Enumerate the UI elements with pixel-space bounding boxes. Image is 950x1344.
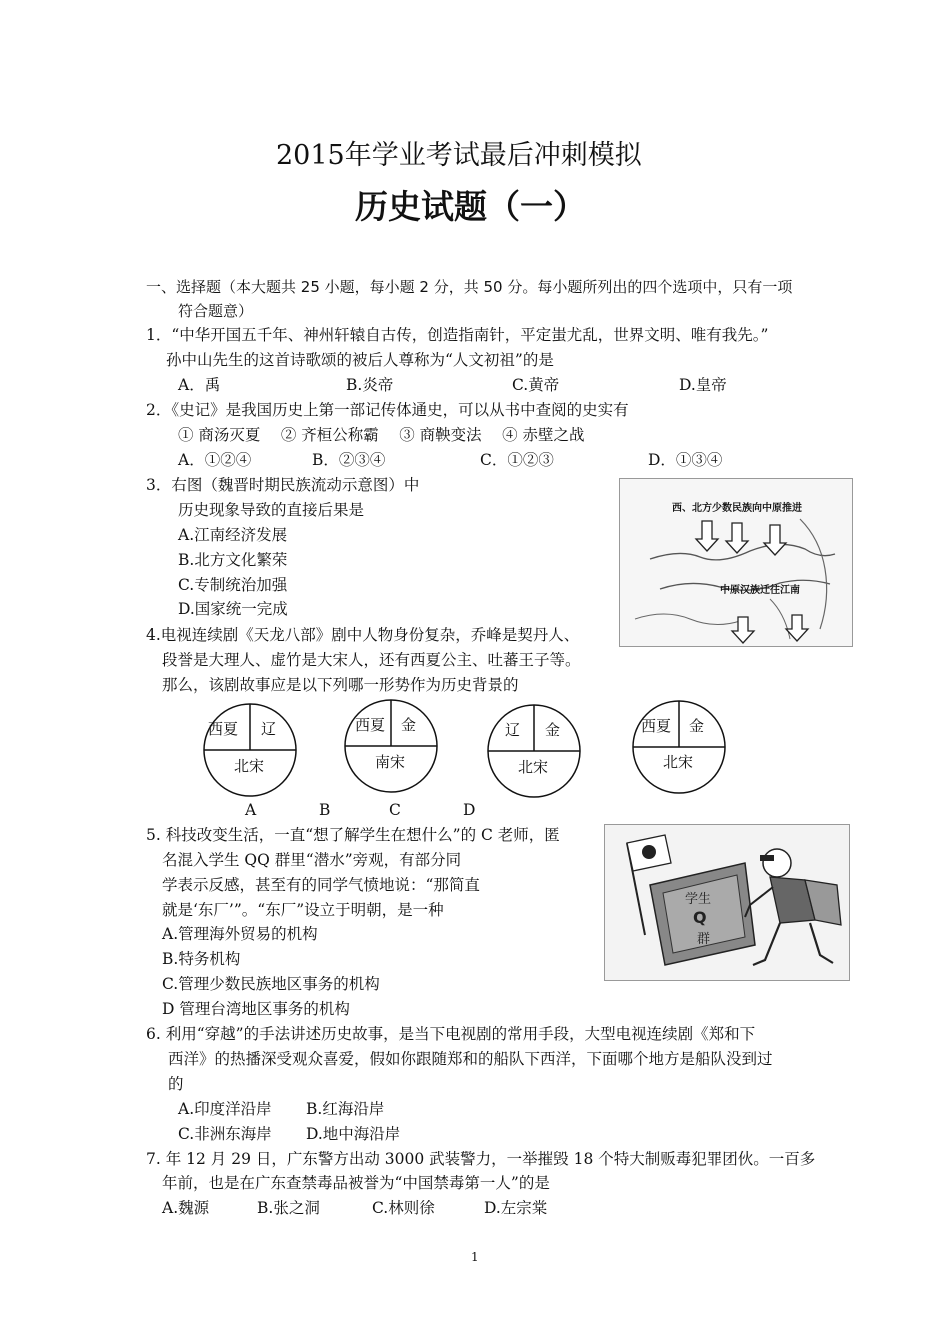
q4-label-a: A — [245, 801, 257, 819]
q2-option-d: D．①③④ — [648, 451, 723, 469]
q2-option-c: C．①②③ — [480, 451, 554, 469]
q7-option-a: A.魏源 — [162, 1199, 210, 1217]
svg-text:Q: Q — [693, 908, 707, 927]
exam-subtitle: 历史试题（一） — [355, 187, 586, 226]
svg-text:群: 群 — [697, 932, 711, 947]
q1-option-c: C.黄帝 — [512, 376, 560, 394]
q3-option-b: B.北方文化繁荣 — [178, 551, 288, 569]
q2-option-b: B．②③④ — [312, 451, 386, 469]
spy-cartoon-drawing — [605, 825, 849, 980]
svg-text:南宋: 南宋 — [375, 753, 406, 771]
q1-stem: 1．“中华开国五千年、神州轩辕自古传，创造指南针，平定蚩尤乱，世界文明、唯有我先。” — [146, 326, 769, 344]
exam-title: 2015年学业考试最后冲刺模拟 — [276, 140, 642, 171]
svg-text:金: 金 — [545, 721, 561, 739]
q7-option-c: C.林则徐 — [372, 1199, 435, 1217]
svg-text:辽: 辽 — [505, 721, 521, 739]
svg-text:北宋: 北宋 — [663, 753, 694, 771]
svg-text:金: 金 — [401, 716, 417, 734]
q2-items: ① 商汤灭夏 ② 齐桓公称霸 ③ 商鞅变法 ④ 赤壁之战 — [178, 426, 585, 444]
q5-stem-cont2: 学表示反感，甚至有的同学气愤地说：“那简直 — [162, 876, 480, 894]
q4-circle-c — [488, 705, 580, 797]
q4-label-d: D — [463, 801, 476, 819]
svg-text:北宋: 北宋 — [518, 758, 549, 776]
q4-option-diagrams — [195, 697, 735, 807]
svg-text:北宋: 北宋 — [234, 757, 265, 775]
q4-circle-b — [345, 700, 437, 792]
qq-penguin-icon — [642, 845, 656, 859]
q7-option-b: B.张之洞 — [257, 1199, 320, 1217]
q6-option-a: A.印度洋沿岸 — [178, 1100, 272, 1118]
q7-option-d: D.左宗棠 — [484, 1199, 548, 1217]
q5-option-d: D 管理台湾地区事务的机构 — [162, 1000, 350, 1018]
q6-option-d: D.地中海沿岸 — [306, 1125, 401, 1143]
q4-circle-d — [633, 701, 725, 793]
q3-stem: 3．右图（魏晋时期民族流动示意图）中 — [146, 476, 420, 494]
q6-option-b: B.红海沿岸 — [306, 1100, 385, 1118]
q4-label-c: C — [389, 801, 401, 819]
q6-stem: 6. 利用“穿越”的手法讲述历史故事，是当下电视剧的常用手段，大型电视连续剧《郑和下 — [146, 1025, 756, 1043]
q3-option-c: C.专制统治加强 — [178, 576, 288, 594]
q6-stem-cont1: 西洋》的热播深受观众喜爱，假如你跟随郑和的船队下西洋，下面哪个地方是船队没到过 — [168, 1050, 773, 1068]
q4-stem-cont1: 段誉是大理人、虚竹是大宋人，还有西夏公主、吐蕃王子等。 — [162, 651, 581, 669]
q1-option-a: A．禹 — [178, 376, 221, 394]
q7-stem-cont: 年前，也是在广东查禁毒品被誉为“中国禁毒第一人”的是 — [162, 1174, 550, 1192]
svg-text:西夏: 西夏 — [208, 720, 239, 738]
svg-text:西夏: 西夏 — [641, 717, 672, 735]
q5-option-a: A.管理海外贸易的机构 — [162, 925, 318, 943]
q4-stem: 4.电视连续剧《天龙八部》剧中人物身份复杂，乔峰是契丹人、 — [146, 626, 580, 644]
q2-stem: 2．《史记》是我国历史上第一部记传体通史，可以从书中查阅的史实有 — [146, 401, 629, 419]
map-label-bottom: 中原汉族迁往江南 — [720, 585, 800, 596]
q5-stem-cont3: 就是‘东厂’”。“东厂”设立于明朝，是一种 — [162, 901, 444, 919]
q1-option-b: B.炎帝 — [346, 376, 394, 394]
q4-circle-a — [204, 704, 296, 796]
person-head-icon — [763, 849, 791, 877]
q4-label-b: B — [319, 801, 331, 819]
q5-stem: 5. 科技改变生活，一直“想了解学生在想什么”的 C 老师，匿 — [146, 826, 560, 844]
q1-option-d: D.皇帝 — [679, 376, 727, 394]
migration-map-drawing — [620, 479, 852, 646]
q6-option-c: C.非洲东海岸 — [178, 1125, 272, 1143]
q5-stem-cont1: 名混入学生 QQ 群里“潜水”旁观，有部分同 — [162, 851, 462, 869]
q3-option-a: A.江南经济发展 — [178, 526, 288, 544]
q4-stem-cont2: 那么，该剧故事应是以下列哪一形势作为历史背景的 — [162, 676, 519, 694]
svg-text:辽: 辽 — [261, 720, 277, 738]
q5-option-c: C.管理少数民族地区事务的机构 — [162, 975, 380, 993]
q7-stem: 7. 年 12 月 29 日，广东警方出动 3000 武装警力，一举摧毁 18 个特大制贩毒犯罪团伙。一百多 — [146, 1150, 816, 1168]
svg-text:学生: 学生 — [685, 892, 712, 907]
q5-option-b: B.特务机构 — [162, 950, 241, 968]
migration-map — [619, 478, 853, 647]
spy-cartoon — [604, 824, 850, 981]
section-heading: 一、选择题（本大题共 25 小题，每小题 2 分，共 50 分。每小题所列出的四个选项中，只有一项 — [146, 278, 793, 296]
map-label-top: 西、北方少数民族向中原推进 — [672, 503, 802, 514]
q3-stem-cont: 历史现象导致的直接后果是 — [178, 501, 365, 519]
q6-stem-cont2: 的 — [168, 1075, 184, 1093]
section-heading-cont: 符合题意） — [178, 302, 254, 320]
svg-text:金: 金 — [689, 717, 705, 735]
svg-text:西夏: 西夏 — [355, 716, 386, 734]
q3-option-d: D.国家统一完成 — [178, 600, 288, 618]
q2-option-a: A．①②④ — [178, 451, 252, 469]
page-number: 1 — [471, 1250, 479, 1264]
q1-stem-cont: 孙中山先生的这首诗歌颂的被后人尊称为“人文初祖”的是 — [166, 351, 554, 369]
